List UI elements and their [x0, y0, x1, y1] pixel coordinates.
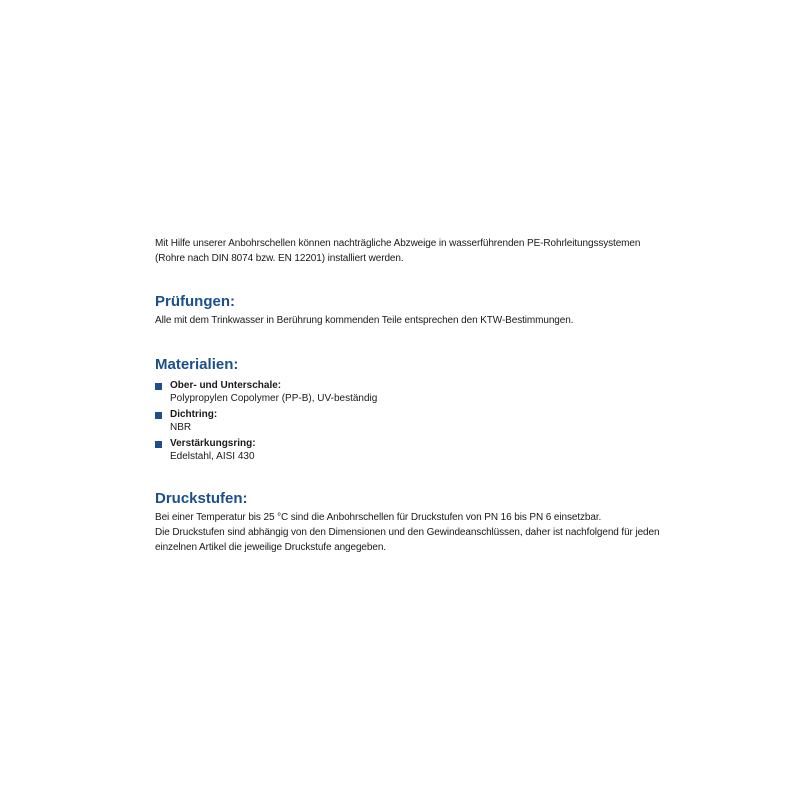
druckstufen-line-2: Die Druckstufen sind abhängig von den Dimensionen und den Gewindeanschlüssen, daher ist nachfolgend für jeden — [155, 527, 660, 538]
druckstufen-heading: Druckstufen: — [155, 490, 248, 507]
material-value: Polypropylen Copolymer (PP-B), UV-beständig — [170, 393, 378, 404]
list-item — [155, 379, 675, 406]
pruefungen-heading: Prüfungen: — [155, 293, 235, 310]
materialien-heading: Materialien: — [155, 356, 239, 373]
materialien-list — [155, 379, 675, 464]
square-bullet-icon — [155, 441, 162, 448]
square-bullet-icon — [155, 412, 162, 419]
druckstufen-line-1: Bei einer Temperatur bis 25 °C sind die Anbohrschellen für Druckstufen von PN 16 bis PN 6 einsetzbar. — [155, 512, 602, 523]
pruefungen-text: Alle mit dem Trinkwasser in Berührung kommenden Teile entsprechen den KTW-Bestimmungen. — [155, 315, 574, 326]
druckstufen-paragraph — [155, 510, 675, 555]
intro-paragraph — [155, 236, 675, 266]
intro-line-2: (Rohre nach DIN 8074 bzw. EN 12201) installiert werden. — [155, 253, 404, 264]
material-label: Verstärkungsring: — [170, 438, 256, 449]
material-label: Dichtring: — [170, 409, 218, 420]
document-body — [155, 236, 675, 555]
list-item — [155, 408, 675, 435]
material-value: Edelstahl, AISI 430 — [170, 451, 255, 462]
square-bullet-icon — [155, 383, 162, 390]
material-value: NBR — [170, 422, 192, 433]
list-item — [155, 437, 675, 464]
intro-line-1: Mit Hilfe unserer Anbohrschellen können nachträgliche Abzweige in wasserführenden PE-Rohrleitungssystemen — [155, 238, 641, 249]
material-label: Ober- und Unterschale: — [170, 380, 282, 391]
druckstufen-line-3: einzelnen Artikel die jeweilige Druckstufe angegeben. — [155, 542, 386, 553]
